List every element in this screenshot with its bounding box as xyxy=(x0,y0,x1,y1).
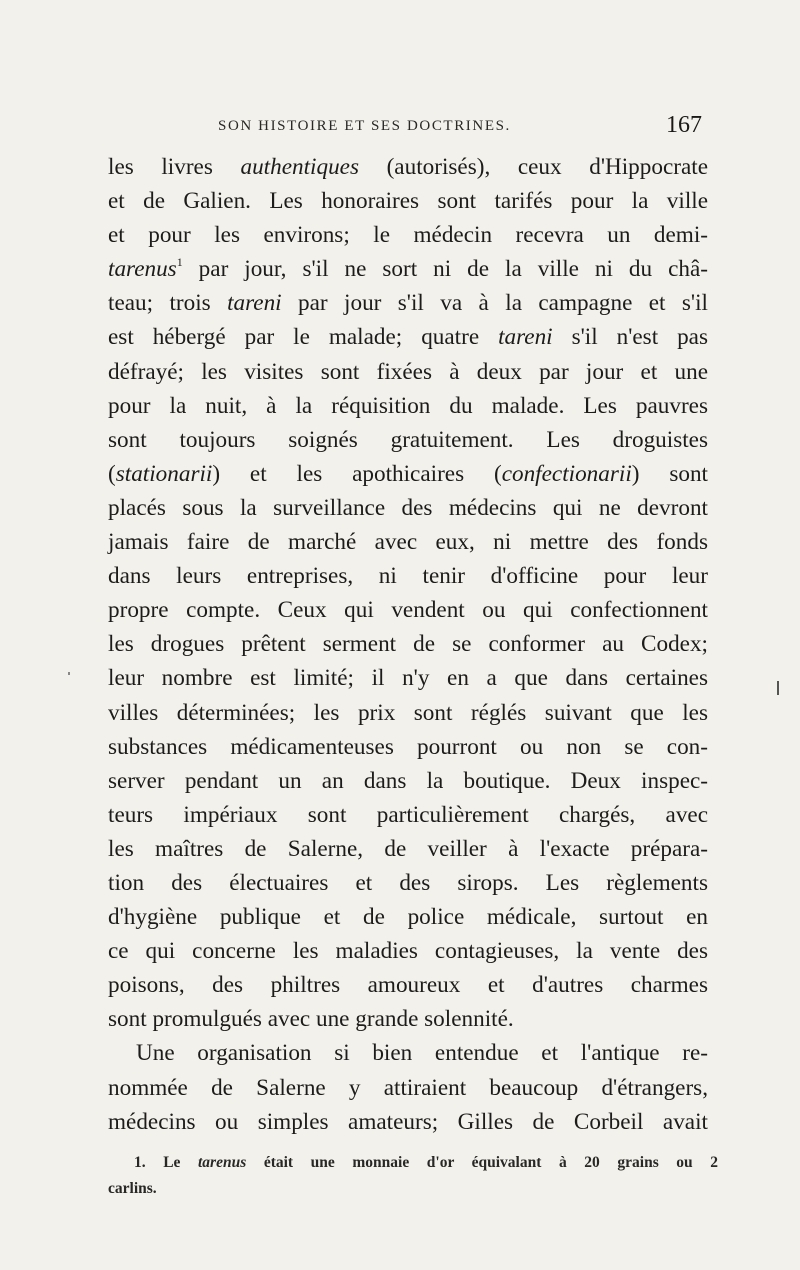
text-line: d'hygiène publique et de police médicale, surtout en xyxy=(108,904,708,931)
text-line: leur nombre est limité; il n'y en a que dans certaines xyxy=(108,665,708,692)
text-line: server pendant un an dans la boutique. Deux inspec- xyxy=(108,767,708,794)
footnote-line: carlins. xyxy=(108,1180,157,1197)
text-line: placés sous la surveillance des médecins qui ne devront xyxy=(108,494,708,521)
text-line: poisons, des philtres amoureux et d'autres charmes xyxy=(108,972,708,999)
text-line: (stationarii) et les apothicaires (confectionarii) sont xyxy=(108,460,708,487)
text-line: est hébergé par le malade; quatre tareni s'il n'est pas xyxy=(108,324,708,351)
page-header xyxy=(108,112,708,142)
footnote-reference: 1 xyxy=(176,255,183,270)
text-line: médecins ou simples amateurs; Gilles de Corbeil avait xyxy=(108,1108,708,1135)
page-number: 167 xyxy=(666,112,702,138)
footnote-line: 1. Le tarenus était une monnaie d'or équivalant à 20 grains ou 2 xyxy=(134,1154,718,1171)
text-line: tarenus$^1$ par jour, s'il ne sort ni de la ville ni du châ- xyxy=(108,255,708,283)
text-line: tion des électuaires et des sirops. Les règlements xyxy=(108,869,708,896)
text-line: nommée de Salerne y attiraient beaucoup d'étrangers, xyxy=(108,1074,708,1101)
running-head: SON HISTOIRE ET SES DOCTRINES. xyxy=(218,118,511,134)
text-line: les maîtres de Salerne, de veiller à l'exacte prépara- xyxy=(108,835,708,862)
text-line: défrayé; les visites sont fixées à deux par jour et une xyxy=(108,358,708,385)
text-line: villes déterminées; les prix sont réglés suivant que les xyxy=(108,699,708,726)
body-text xyxy=(108,150,708,1139)
margin-mark xyxy=(777,681,779,695)
text-line: sont toujours soignés gratuitement. Les droguistes xyxy=(108,426,708,453)
text-line: dans leurs entreprises, ni tenir d'officine pour leur xyxy=(108,563,708,590)
text-line: et pour les environs; le médecin recevra un demi- xyxy=(108,222,708,249)
margin-dot xyxy=(68,672,70,675)
text-line: sont promulgués avec une grande solennité. xyxy=(108,1006,514,1033)
text-line: teurs impériaux sont particulièrement chargés, avec xyxy=(108,801,708,828)
text-line: Une organisation si bien entendue et l'antique re- xyxy=(136,1040,708,1067)
text-line: et de Galien. Les honoraires sont tarifés pour la ville xyxy=(108,188,708,215)
text-line: les drogues prêtent serment de se conformer au Codex; xyxy=(108,631,708,658)
text-line: jamais faire de marché avec eux, ni mettre des fonds xyxy=(108,529,708,556)
text-line: substances médicamenteuses pourront ou non se con- xyxy=(108,733,708,760)
text-line: propre compte. Ceux qui vendent ou qui confectionnent xyxy=(108,597,708,624)
text-line: pour la nuit, à la réquisition du malade. Les pauvres xyxy=(108,392,708,419)
footnote xyxy=(108,1150,718,1202)
text-line: les livres authentiques (autorisés), ceux d'Hippocrate xyxy=(108,154,708,180)
text-line: ce qui concerne les maladies contagieuses, la vente des xyxy=(108,938,708,965)
text-line: teau; trois tareni par jour s'il va à la campagne et s'il xyxy=(108,290,708,317)
